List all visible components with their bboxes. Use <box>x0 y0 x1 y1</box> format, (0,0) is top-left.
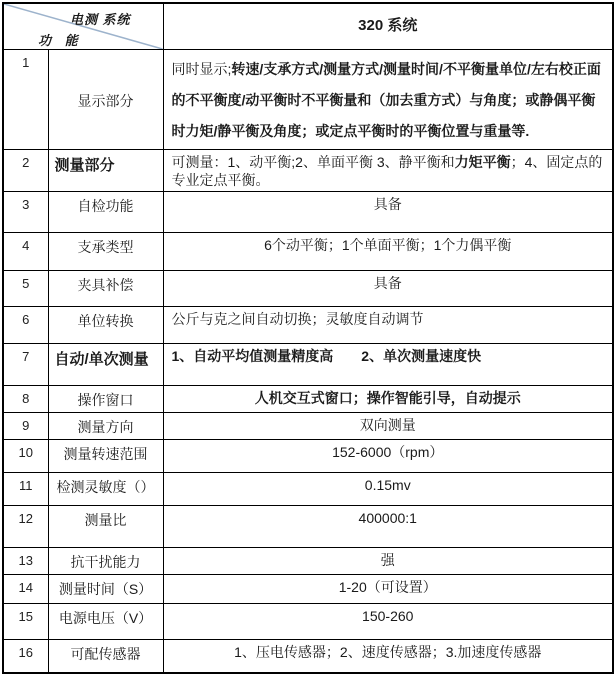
feature-label: 夹具补偿 <box>48 271 163 307</box>
feature-label: 测量比 <box>48 506 163 548</box>
feature-value <box>163 271 613 307</box>
row-number: 4 <box>3 233 48 271</box>
table-row <box>3 640 613 673</box>
table-row <box>3 506 613 548</box>
corner-header-cell <box>3 3 163 50</box>
row-number: 14 <box>3 575 48 604</box>
table-row <box>3 548 613 575</box>
feature-value <box>163 506 613 548</box>
feature-value <box>163 604 613 640</box>
table-row <box>3 386 613 413</box>
feature-label: 电源电压（V） <box>48 604 163 640</box>
row-number: 6 <box>3 307 48 344</box>
feature-value-segment: 0.15mv <box>364 477 411 494</box>
feature-value-segment: 同时显示; <box>171 61 232 77</box>
feature-value-segment: 150-260 <box>362 608 414 625</box>
feature-value-segment: 具备 <box>373 275 402 292</box>
table-row <box>3 307 613 344</box>
feature-label: 自动/单次测量 <box>48 344 163 386</box>
feature-value-segment: 1-20（可设置） <box>338 579 437 596</box>
feature-label: 支承类型 <box>48 233 163 271</box>
feature-value-segment: 公斤与克之间自动切换；灵敏度自动调节 <box>171 311 424 328</box>
table-row <box>3 150 613 192</box>
feature-value-segment: 强 <box>380 552 395 569</box>
feature-value <box>163 413 613 440</box>
feature-label: 测量转速范围 <box>48 440 163 473</box>
row-number: 5 <box>3 271 48 307</box>
feature-value-segment: 1、自动平均值测量精度高 2、单次测量速度快 <box>171 348 482 365</box>
feature-value-segment: 转速/支承方式/测量方式/测量时间/不平衡量单位/左右校正面的不平衡度/动平衡时不平衡量和（加去重方式）与角度；或静偶平衡时力矩/静平衡及角度；或定点平衡时的平衡位置与重量等. <box>171 61 601 139</box>
feature-label: 测量时间（S） <box>48 575 163 604</box>
table-row <box>3 604 613 640</box>
row-number: 7 <box>3 344 48 386</box>
row-number: 13 <box>3 548 48 575</box>
feature-label: 检测灵敏度（） <box>48 473 163 506</box>
table-row <box>3 233 613 271</box>
feature-value <box>163 50 613 150</box>
feature-label: 操作窗口 <box>48 386 163 413</box>
feature-value <box>163 192 613 233</box>
feature-value-segment: 可测量：1、动平衡;2、单面平衡 3、静平衡和 <box>171 154 455 170</box>
spec-table-body <box>3 50 613 673</box>
table-row <box>3 413 613 440</box>
header-row <box>3 3 613 50</box>
row-number: 10 <box>3 440 48 473</box>
feature-value <box>163 548 613 575</box>
feature-value-segment: 力矩平衡 <box>454 154 511 170</box>
row-number: 11 <box>3 473 48 506</box>
row-number: 16 <box>3 640 48 673</box>
feature-label: 自检功能 <box>48 192 163 233</box>
row-number: 3 <box>3 192 48 233</box>
corner-bottom-label: 功 能 <box>38 33 83 48</box>
feature-value <box>163 150 613 192</box>
table-row <box>3 271 613 307</box>
corner-top-label: 电测 系统 <box>69 12 131 27</box>
table-row <box>3 440 613 473</box>
system-column-header: 320 系统 <box>163 3 613 50</box>
feature-value-segment: 1、压电传感器；2、速度传感器；3.加速度传感器 <box>234 644 542 661</box>
feature-value <box>163 344 613 386</box>
table-row <box>3 575 613 604</box>
feature-value-segment: ；4、固定点的专业定点平衡。 <box>171 154 603 189</box>
feature-label: 单位转换 <box>48 307 163 344</box>
row-number: 8 <box>3 386 48 413</box>
feature-label: 抗干扰能力 <box>48 548 163 575</box>
row-number: 12 <box>3 506 48 548</box>
row-number: 9 <box>3 413 48 440</box>
spec-table <box>2 2 614 674</box>
row-number: 15 <box>3 604 48 640</box>
table-row <box>3 344 613 386</box>
feature-label: 显示部分 <box>48 50 163 150</box>
feature-label: 测量部分 <box>48 150 163 192</box>
row-number: 2 <box>3 150 48 192</box>
feature-label: 可配传感器 <box>48 640 163 673</box>
feature-value-segment: 具备 <box>373 196 402 213</box>
feature-value-segment: 152-6000（rpm） <box>332 444 444 461</box>
feature-value <box>163 473 613 506</box>
feature-value-segment: 400000:1 <box>358 510 417 527</box>
feature-value <box>163 575 613 604</box>
table-row <box>3 50 613 150</box>
feature-value <box>163 307 613 344</box>
feature-value <box>163 640 613 673</box>
table-row <box>3 192 613 233</box>
feature-value <box>163 386 613 413</box>
feature-value <box>163 233 613 271</box>
feature-value-segment: 人机交互式窗口；操作智能引导，自动提示 <box>254 390 521 407</box>
feature-label: 测量方向 <box>48 413 163 440</box>
table-row <box>3 473 613 506</box>
feature-value-segment: 6个动平衡；1个单面平衡；1个力偶平衡 <box>264 237 512 254</box>
feature-value <box>163 440 613 473</box>
feature-value-segment: 双向测量 <box>359 417 416 434</box>
row-number: 1 <box>3 50 48 150</box>
